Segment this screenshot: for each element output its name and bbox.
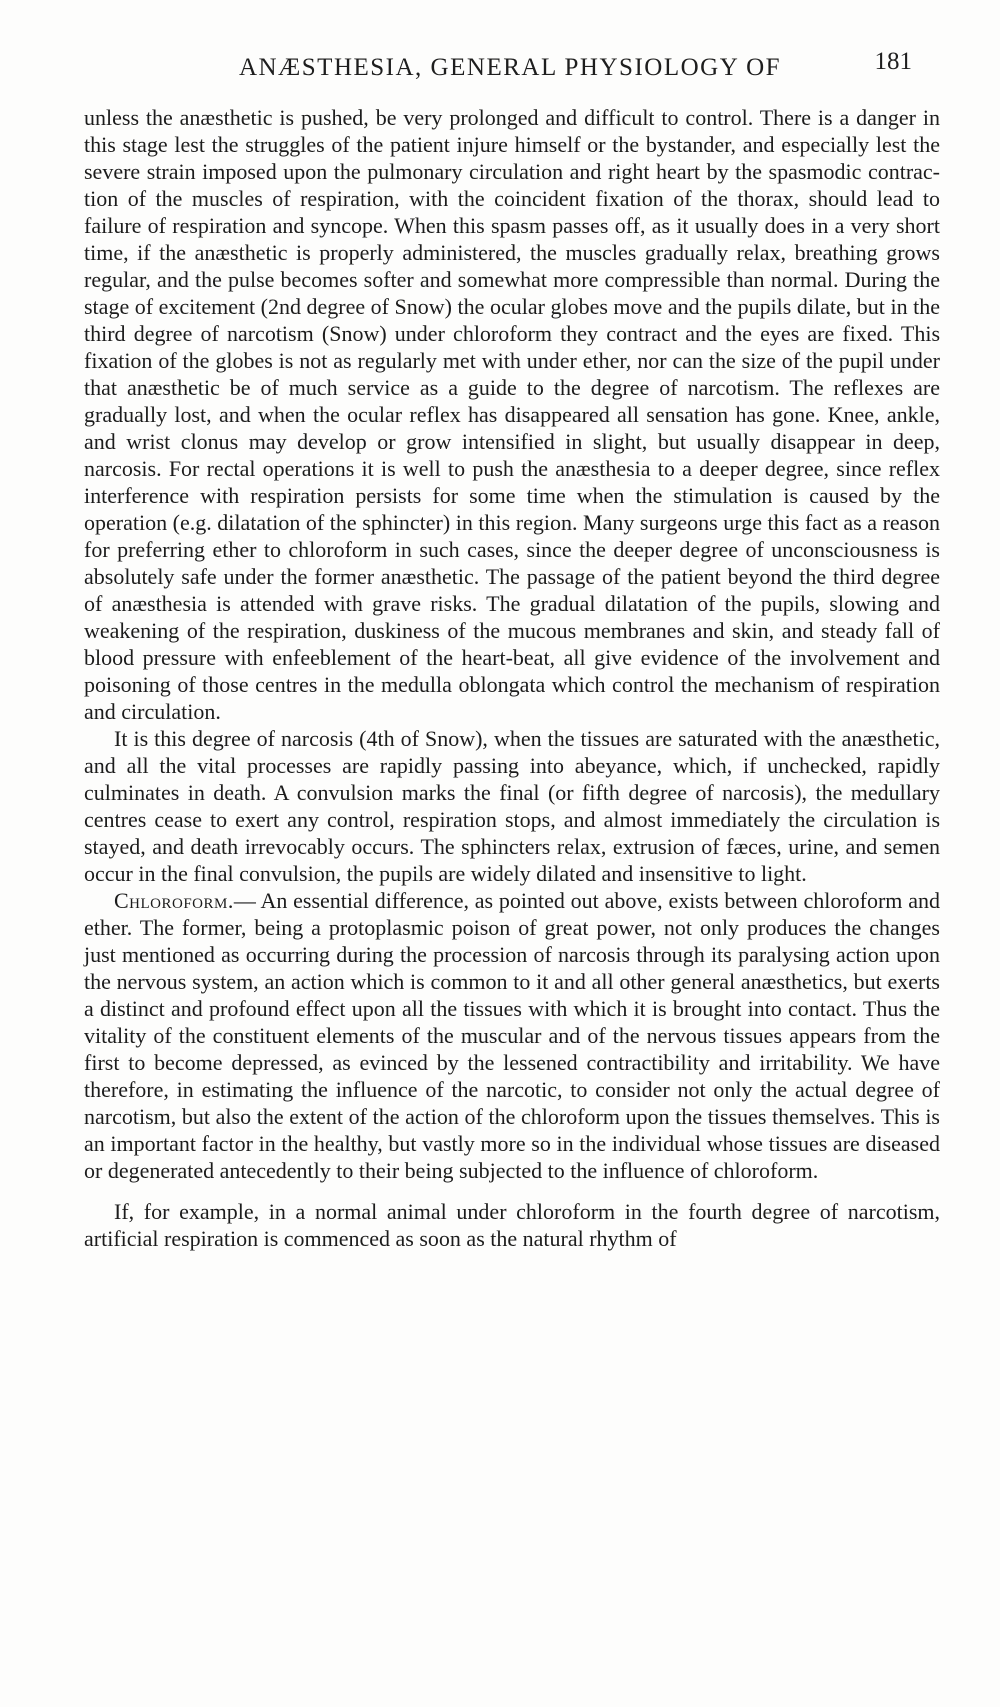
paragraph-1: unless the anæsthetic is pushed, be very prolonged and difficult to control. There is a danger in this stage lest the struggles of the patient injure himself or the bystander, and especially lest the severe strain imposed upon the pulmonary circulation and right heart by the spasmodic contraction of the muscles of respiration, with the coincident fixation of the thorax, should lead to failure of respiration and syncope. When this spasm passes off, as it usually does in a very short time, if the anæsthetic is properly administered, the muscles gradually relax, breathing grows regular, and the pulse becomes softer and somewhat more compressible than normal. During the stage of excitement (2nd degree of Snow) the ocular globes move and the pupils dilate, but in the third degree of narcotism (Snow) under chloroform they contract and the eyes are fixed. This fixation of the globes is not as regularly met with under ether, nor can the size of the pupil under that anæsthetic be of much service as a guide to the degree of narcotism. The reflexes are gradually lost, and when the ocular reflex has disappeared all sensation has gone. Knee, ankle, and wrist clonus may develop or grow intensified in slight, but usually disappear in deep, narcosis. For rectal operations it is well to push the anæsthesia to a deeper degree, since reflex interference with respiration persists for some time when the stimulation is caused by the operation (e.g. dilatation of the sphincter) in this region. Many surgeons urge this fact as a reason for preferring ether to chloroform in such cases, since the deeper degree of unconsciousness is absolutely safe under the former anæsthetic. The passage of the patient beyond the third degree of anæsthesia is attended with grave risks. The gradual dilatation of the pupils, slowing and weakening of the respiration, duskiness of the mucous membranes and skin, and steady fall of blood pressure with enfeeblement of the heart-beat, all give evidence of the involvement and poisoning of those centres in the medulla oblongata which control the mechanism of respiration and circulation. [84,105,940,724]
page-number: 181 [874,48,912,75]
paragraph-3-text: — An essential difference, as pointed out above, exists between chloroform and ether. The former, being a protoplasmic poison of great power, not only produces the changes just mentioned as occurring during the procession of narcosis through its paralysing action upon the nervous system, an action which is common to it and all other general anæsthetics, but exerts a distinct and profound effect upon all the tissues with which it is brought into contact. Thus the vitality of the constituent elements of the muscular and of the nervous tissues appears from the first to become depressed, as evinced by the lessened contractibility and irritability. We have therefore, in estimating the influence of the narcotic, to consider not only the actual degree of narcotism, but also the extent of the action of the chloroform upon the tissues themselves. This is an important factor in the healthy, but vastly more so in the individual whose tissues are diseased or degenerated antecedently to their being subjected to the influence of chloroform. [84,888,940,1183]
paragraph-2: It is this degree of narcosis (4th of Snow), when the tissues are saturated with the anæsthetic, and all the vital processes are rapidly passing into abeyance, which, if unchecked, rapidly culminates in death. A convulsion marks the final (or fifth degree of narcosis), the medullary centres cease to exert any control, respiration stops, and almost immediately the circulation is stayed, and death irrevocably occurs. The sphincters relax, extrusion of fæces, urine, and semen occur in the final convulsion, the pupils are widely dilated and insensitive to light. [84,726,940,886]
paragraph-3 [84,887,940,1184]
body-text [84,104,940,1252]
paragraph-4: If, for example, in a normal animal under chloroform in the fourth degree of narcotism, artificial respiration is commenced as soon as the natural rhythm of [84,1199,940,1251]
chloroform-heading: Chloroform. [114,888,234,913]
running-header [80,48,940,88]
running-title: ANÆSTHESIA, GENERAL PHYSIOLOGY OF [238,54,782,81]
